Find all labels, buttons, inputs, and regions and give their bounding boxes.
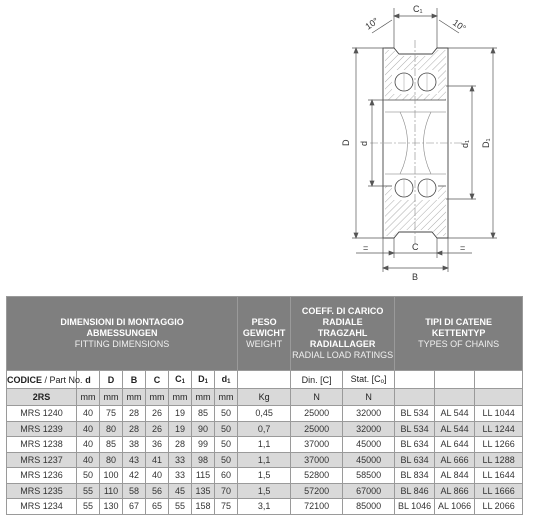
cell-ch3: LL 2066 [475,499,523,515]
cell-w: 3,1 [238,499,291,515]
col-header-D1: $D_1$ [192,371,215,389]
units-d: mm [77,389,100,406]
cell-d1: 50 [215,406,238,422]
cell-d: 80 [100,452,123,468]
cell-d: 55 [77,499,100,515]
cell-ch3: LL 1044 [475,406,523,422]
label-D: D [341,139,351,146]
label-d1: d₁ [460,139,470,148]
table-column-header [7,371,523,389]
units-weight: Kg [238,389,291,406]
cell-ch1: BL 834 [395,468,435,484]
cell-code: MRS 1235 [7,483,77,499]
cell-w: 0,45 [238,406,291,422]
cell-b: 38 [123,437,146,453]
cell-b: 28 [123,421,146,437]
table-units-row [7,389,523,406]
col-header-d1: $d_1$ [215,371,238,389]
units-C1: mm [169,389,192,406]
table-row [7,437,523,453]
col-header-code: CODICE / Part No. [7,371,77,389]
cell-d1: 75 [215,499,238,515]
cell-ch1: BL 1046 [395,499,435,515]
col-header-chain3 [475,371,523,389]
units-chain3 [475,389,523,406]
col-header-weight [238,371,291,389]
cell-ch1: BL 534 [395,421,435,437]
col-header-B: B [123,371,146,389]
cell-w: 0,7 [238,421,291,437]
cell-d: 50 [77,468,100,484]
cell-d1: 99 [192,437,215,453]
col-header-d: d [77,371,100,389]
cell-code: MRS 1240 [7,406,77,422]
cell-ch1: BL 846 [395,483,435,499]
cell-ch3: LL 1288 [475,452,523,468]
cell-d1: 90 [192,421,215,437]
cell-din: 37000 [291,452,343,468]
spec-table [6,296,523,515]
cell-w: 1,1 [238,452,291,468]
cell-ch3: LL 1644 [475,468,523,484]
cell-d1: 158 [192,499,215,515]
col-header-stat: Stat. $[C_o]$ [343,371,395,389]
units-stat: N [343,389,395,406]
cell-ch2: AL 666 [435,452,475,468]
cell-c1: 19 [169,421,192,437]
cell-ch1: BL 534 [395,406,435,422]
cell-d: 100 [100,468,123,484]
cell-din: 25000 [291,421,343,437]
c1-dimension [372,8,459,48]
table-row [7,499,523,515]
cell-d1: 98 [192,452,215,468]
units-chain2 [435,389,475,406]
units-D1: mm [192,389,215,406]
label-D1: D₁ [481,138,491,148]
units-B: mm [123,389,146,406]
cell-ch1: BL 634 [395,437,435,453]
cell-ch3: LL 1266 [475,437,523,453]
cell-code: MRS 1238 [7,437,77,453]
col-header-din: Din. [C] [291,371,343,389]
cell-d1: 135 [192,483,215,499]
group-chain-types: TIPI DI CATENE KETTENTYP TYPES OF CHAINS [395,297,523,371]
cell-w: 1,1 [238,437,291,453]
cell-d: 75 [100,406,123,422]
cell-stat: 32000 [343,406,395,422]
cell-c: 26 [146,406,169,422]
units-C: mm [146,389,169,406]
cell-b: 58 [123,483,146,499]
cell-d: 85 [100,437,123,453]
cell-d: 55 [77,483,100,499]
cell-ch2: AL 544 [435,421,475,437]
label-angle-left: 10° [363,15,381,32]
cell-b: 67 [123,499,146,515]
cell-d1: 85 [192,406,215,422]
cell-d1: 50 [215,452,238,468]
cell-c: 65 [146,499,169,515]
cell-c1: 28 [169,437,192,453]
cell-d1: 60 [215,468,238,484]
label-B: B [412,272,419,282]
cell-d: 40 [77,437,100,453]
cell-d: 40 [77,452,100,468]
cell-d1: 50 [215,421,238,437]
cell-din: 72100 [291,499,343,515]
cell-c1: 33 [169,468,192,484]
cell-b: 43 [123,452,146,468]
units-d1: mm [215,389,238,406]
col-header-C: C [146,371,169,389]
cell-din: 37000 [291,437,343,453]
cell-din: 25000 [291,406,343,422]
table-body [7,406,523,515]
units-D: mm [100,389,123,406]
table-row [7,421,523,437]
units-din: N [291,389,343,406]
cell-code: MRS 1234 [7,499,77,515]
cell-din: 57200 [291,483,343,499]
cell-d: 40 [77,406,100,422]
cell-c1: 19 [169,406,192,422]
cell-ch2: AL 644 [435,437,475,453]
label-eq-right: = [460,243,466,253]
cell-stat: 45000 [343,452,395,468]
col-header-chain1 [395,371,435,389]
label-eq-left: = [363,243,369,253]
table-row [7,483,523,499]
cell-din: 52800 [291,468,343,484]
label-c1: C₁ [413,4,423,14]
cell-d1: 50 [215,437,238,453]
cell-ch2: AL 544 [435,406,475,422]
group-fitting-dimensions: DIMENSIONI DI MONTAGGIO ABMESSUNGEN FITTING DIMENSIONS [7,297,238,371]
cell-d: 110 [100,483,123,499]
col-header-chain2 [435,371,475,389]
units-code: 2RS [7,389,77,406]
cell-code: MRS 1236 [7,468,77,484]
group-load-ratings: COEFF. DI CARICO RADIALE TRAGZAHL RADIALLAGER RADIAL LOAD RATINGS [291,297,395,371]
cell-c1: 33 [169,452,192,468]
cell-ch3: LL 1666 [475,483,523,499]
cell-b: 42 [123,468,146,484]
label-angle-right: 10° [450,17,468,34]
label-d: d [359,140,369,146]
table-group-header [7,297,523,371]
cell-c: 40 [146,468,169,484]
cell-w: 1,5 [238,483,291,499]
cell-ch1: BL 634 [395,452,435,468]
units-chain1 [395,389,435,406]
cell-c1: 55 [169,499,192,515]
cell-code: MRS 1239 [7,421,77,437]
cell-d: 80 [100,421,123,437]
cell-ch3: LL 1244 [475,421,523,437]
cell-stat: 58500 [343,468,395,484]
table-row [7,406,523,422]
cell-w: 1,5 [238,468,291,484]
group-weight: PESO GEWICHT WEIGHT [238,297,291,371]
cell-stat: 45000 [343,437,395,453]
cell-stat: 32000 [343,421,395,437]
cell-c1: 45 [169,483,192,499]
cell-code: MRS 1237 [7,452,77,468]
cell-c: 41 [146,452,169,468]
cell-d: 130 [100,499,123,515]
cell-ch2: AL 866 [435,483,475,499]
table-row [7,468,523,484]
cell-ch2: AL 1066 [435,499,475,515]
col-header-D: D [100,371,123,389]
cell-d1: 115 [192,468,215,484]
cell-c: 56 [146,483,169,499]
cell-stat: 85000 [343,499,395,515]
table-row [7,452,523,468]
label-C: C [412,242,419,252]
cell-stat: 67000 [343,483,395,499]
cell-d1: 70 [215,483,238,499]
cell-c: 36 [146,437,169,453]
cell-ch2: AL 844 [435,468,475,484]
cell-c: 26 [146,421,169,437]
cell-d: 40 [77,421,100,437]
col-header-C1: $C_1$ [169,371,192,389]
cell-b: 28 [123,406,146,422]
